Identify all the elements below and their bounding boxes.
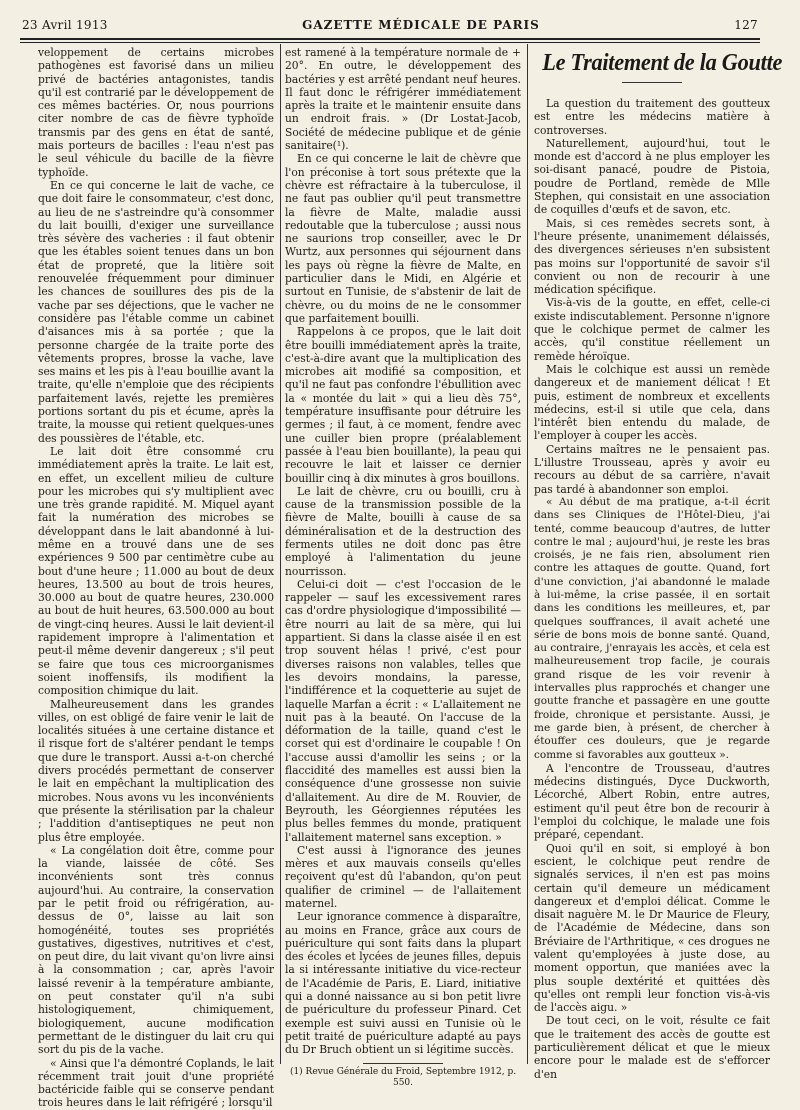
- title-underline: [622, 82, 682, 83]
- body-paragraph: De tout ceci, on le voit, résulte ce fait que le traitement des accès de goutte est particulièrement délicat et que le mieux encore pour le malade est de s'efforcer d'en: [534, 1014, 770, 1081]
- body-paragraph: Le lait doit être consommé cru immédiatement après la traite. Le lait est, en effet, un excellent milieu de culture pour les microbes qui s'y multiplient avec une très grande rapidité. M. Miquel ayant fait la numération des microbes se développant dans le lait abandonné à lui-même en a trouvé dans une de ses expériences 9 500 par centimètre cube au bout d'une heure ; 11.000 au bout de deux heures, 13.500 au bout de trois heures, 30.000 au bout de quatre heures, 230.000 au bout de huit heures, 63.500.000 au bout de vingt-cinq heures. Aussi le lait devient-il rapidement impropre à l'alimentation et peut-il même devenir dangereux ; s'il peut se faire que tous ces microorganismes soient inoffensifs, ils modifient la composition chimique du lait.: [38, 444, 274, 698]
- body-paragraph: C'est aussi à l'ignorance des jeunes mères et aux mauvais conseils qu'elles reçoivent qu'est dû l'abandon, qu'on peut qualifier de criminel — de l'allaitement maternel.: [285, 843, 521, 910]
- body-paragraph: est ramené à la température normale de + 20°. En outre, le développement des bactéries y est arrêté pendant neuf heures. Il faut donc le réfrigérer immédiatement après la traite et le maintenir ensuite dans un endroit frais. » (Dr Lostat-Jacob, Société de médecine publique et de génie sanitaire(¹).: [285, 46, 521, 153]
- column-1: [38, 46, 274, 1110]
- body-paragraph: « Ainsi que l'a démontré Coplands, le lait récemment trait jouit d'une propriété bactéricide faible qui se conserve pendant trois heures dans le lait réfrigéré ; lorsqu'il: [38, 1056, 274, 1110]
- body-paragraph: Leur ignorance commence à disparaître, au moins en France, grâce aux cours de puériculture qui sont faits dans la plupart des écoles et lycées de jeunes filles, depuis la si intéressante initiative du vice-recteur de l'Académie de Paris, E. Liard, initiative qui a donné naissance au si bon petit livre de puériculture du professeur Pinard. Cet exemple est suivi aussi en Tunisie où le petit traité de puériculture adapté au pays du Dr Bruch obtient un si légitime succès.: [285, 910, 521, 1057]
- column-3: [534, 46, 783, 1081]
- body-paragraph: Mais le colchique est aussi un remède dangereux et de maniement délicat ! Et puis, estiment de nombreux et excellents médecins, est-il si utile que cela, dans l'intérêt bien entendu du malade, de l'employer à couper les accès.: [534, 362, 770, 443]
- footnote: (1) Revue Générale du Froid, Septembre 1912, p. 550.: [289, 1066, 517, 1088]
- body-paragraph: A l'encontre de Trousseau, d'autres médecins distingués, Dyce Duckworth, Lécorché, Albert Robin, entre autres, estiment qu'il peut être bon de recourir à l'emploi du colchique, le malade une fois préparé, cependant.: [534, 761, 770, 842]
- page-header: [22, 18, 758, 40]
- body-paragraph: Mais, si ces remèdes secrets sont, à l'heure présente, unanimement délaissés, des divergences sérieuses n'en subsistent pas moins sur l'opportunité de savoir s'il convient ou non de recourir à une médication spécifique.: [534, 216, 770, 297]
- column-3-body: [534, 97, 770, 1081]
- page-number: 127: [734, 18, 758, 32]
- column-2-body: [285, 46, 521, 1057]
- body-paragraph: La question du traitement des goutteux est entre les médecins matière à controverses.: [534, 97, 770, 137]
- body-paragraph: Certains maîtres ne le pensaient pas. L'illustre Trousseau, après y avoir eu recours au début de sa carrière, n'avait pas tardé à abandonner son emploi.: [534, 442, 770, 496]
- body-paragraph: veloppement de certains microbes pathogènes est favorisé dans un milieu privé de bactéries antagonistes, tandis qu'il est contrarié par le développement de ces mêmes bactéries. Or, nous pourrions citer nombre de cas de fièvre typhoïde transmis par des gens en état de santé, mais porteurs de bacilles : l'eau n'est pas le seul véhicule du bacille de la fièvre typhoïde.: [38, 46, 274, 179]
- body-paragraph: En ce qui concerne le lait de vache, ce que doit faire le consommateur, c'est donc, au lieu de ne s'astreindre qu'à consommer du lait bouilli, d'exiger une surveillance très sévère des vacheries : il faut obtenir que les étables soient tenues dans un bon état de propreté, que la litière soit renouvelée fréquemment pour diminuer les chances de souillures des pis de la vache par ses déjections, que le vacher ne considère pas l'étable comme un cabinet d'aisances mis à sa portée ; que la personne chargée de la traite porte des vêtements propres, brosse la vache, lave ses mains et les pis à l'eau bouillie avant la traite, qu'elle n'emploie que des récipients parfaitement lavés, rejette les premières portions sortant du pis et écume, après la traite, la mousse qui retient quelques-unes des poussières de l'étable, etc.: [38, 178, 274, 445]
- body-paragraph: Le lait de chèvre, cru ou bouilli, cru à cause de la transmission possible de la fièvre de Malte, bouilli à cause de sa déminéralisation et de la destruction des ferments utiles ne doit donc pas être employé à l'alimentation du jeune nourrisson.: [285, 484, 521, 578]
- body-paragraph: Naturellement, aujourd'hui, tout le monde est d'accord à ne plus employer les soi-disant panacé, poudre de Pistoia, poudre de Portland, remède de Mlle Stephen, qui consistait en une association de coquilles d'œufs et de savon, etc.: [534, 136, 770, 217]
- column-divider: [527, 44, 528, 1064]
- body-paragraph: Celui-ci doit — c'est l'occasion de le rappeler — sauf les excessivement rares cas d'ordre physiologique d'impossibilité — être nourri au lait de sa mère, qui lui appartient. Si dans la classe aisée il en est trop souvent hélas ! privé, c'est pour diverses raisons non valables, telles que les devoirs mondains, la paresse, l'indifférence et la coquetterie au sujet de laquelle Marfan a écrit : « L'allaitement ne nuit pas à la beauté. On l'accuse de la déformation de la taille, quand c'est le corset qui est d'ordinaire le coupable ! On l'accuse aussi d'amollir les seins ; or la flaccidité des mamelles est aussi bien la conséquence d'une grossesse non suivie d'allaitement. Au dire de M. Rouvier, de Beyrouth, les Géorgiennes réputées les plus belles femmes du monde, pratiquent l'allaitement maternel sans exception. »: [285, 577, 521, 844]
- column-2: [285, 46, 521, 1088]
- body-paragraph: Vis-à-vis de la goutte, en effet, celle-ci existe indiscutablement. Personne n'ignore que le colchique permet de calmer les accès, qu'il constitue réellement un remède héroïque.: [534, 296, 770, 363]
- header-rule: [20, 38, 760, 43]
- body-paragraph: Rappelons à ce propos, que le lait doit être bouilli immédiatement après la traite, c'est-à-dire avant que la multiplication des microbes ait modifié sa composition, et qu'il ne faut pas confondre l'ébullition avec la « montée du lait » qui a lieu dès 75°, température insuffisante pour détruire les germes ; il faut, à ce moment, fendre avec une cuiller bien propre (préalablement passée à l'eau bien bouillante), la peau qui recouvre le lait et laisser ce dernier bouillir cinq à dix minutes à gros bouillons.: [285, 325, 521, 485]
- body-paragraph: Quoi qu'il en soit, si employé à bon escient, le colchique peut rendre de signalés services, il n'en est pas moins certain qu'il demeure un médicament dangereux et d'emploi délicat. Comme le disait naguère M. le Dr Maurice de Fleury, de l'Académie de Médecine, dans son Bréviaire de l'Arthritique, « ces drogues ne valent qu'employées à juste dose, au moment opportun, que maniées avec la plus souple dextérité et quittées dès qu'elles ont rempli leur fonction vis-à-vis de l'accès aigu. »: [534, 841, 770, 1015]
- article-title: Le Traitement de la Goutte: [542, 50, 783, 76]
- column-divider: [280, 44, 281, 1064]
- issue-date: 23 Avril 1913: [22, 18, 108, 32]
- body-paragraph: Malheureusement dans les grandes villes, on est obligé de faire venir le lait de localités situées à une certaine distance et il risque fort de s'altérer pendant le temps que dure le transport. Aussi a-t-on cherché divers procédés permettant de conserver le lait en empêchant la multiplication des microbes. Nous avons vu les inconvénients que présente la stérilisation par la chaleur ; l'addition d'antiseptiques ne peut non plus être employée.: [38, 697, 274, 844]
- footnote-rule: [363, 1063, 443, 1064]
- quotation-paragraph: « Au début de ma pratique, a-t-il écrit dans ses Cliniques de l'Hôtel-Dieu, j'ai tenté, comme beaucoup d'autres, de lutter contre le mal ; aujourd'hui, je reste les bras croisés, je ne fais rien, absolument rien contre les attaques de goutte. Quand, fort d'une conviction, j'ai abandonné le malade à lui-même, la crise passée, il en sortait dans les conditions les meilleures, et, par quelques souffrances, il avait acheté une série de bons mois de bonne santé. Quand, au contraire, j'enrayais les accès, et cela est malheureusement trop facile, je courais grand risque de les voir revenir à intervalles plus rapprochés et changer une goutte franche et passagère en une goutte froide, chronique et persistante. Aussi, je me garde bien, à présent, de chercher à étouffer ces douleurs, que je regarde comme si favorables aux goutteux ».: [534, 495, 771, 761]
- body-paragraph: En ce qui concerne le lait de chèvre que l'on préconise à tort sous prétexte que la chèvre est réfractaire à la tuberculose, il ne faut pas oublier qu'il peut transmettre la fièvre de Malte, maladie aussi redoutable que la tuberculose ; aussi nous ne saurions trop conseiller, avec le Dr Wurtz, aux personnes qui séjournent dans les pays où règne la fièvre de Malte, en particulier dans le Midi, en Algérie et surtout en Tunisie, de s'abstenir de lait de chèvre, ou du moins de ne le consommer que parfaitement bouilli.: [285, 152, 521, 325]
- body-paragraph: « La congélation doit être, comme pour la viande, laissée de côté. Ses inconvénients sont très connus aujourd'hui. Au contraire, la conservation par le petit froid ou réfrigération, au-dessus de 0°, laisse au lait son homogénéité, toutes ses propriétés gustatives, digestives, nutritives et c'est, on peut dire, du lait vivant qu'on livre ainsi à la consommation ; car, après l'avoir laissé revenir à la température ambiante, on peut constater qu'il n'a subi histologiquement, chimiquement, biologiquement, aucune modification permettant de le distinguer du lait cru qui sort du pis de la vache.: [38, 843, 274, 1057]
- journal-title: GAZETTE MÉDICALE DE PARIS: [302, 18, 540, 32]
